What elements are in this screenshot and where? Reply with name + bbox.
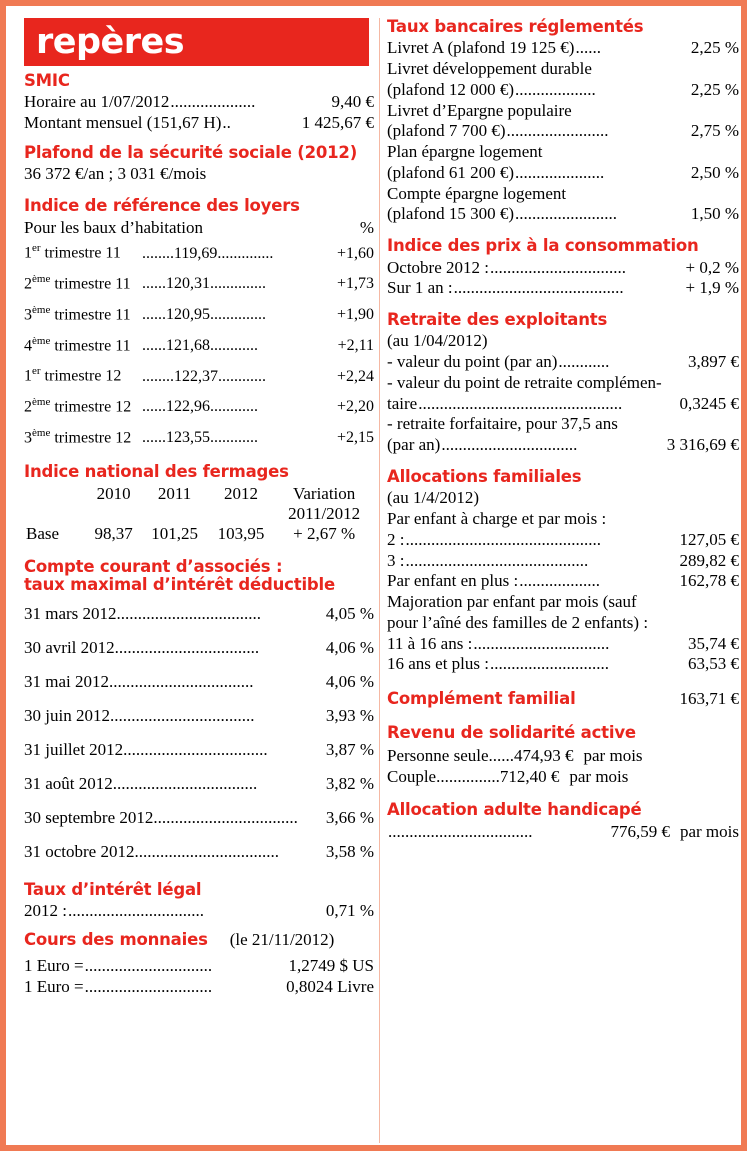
section-rsa <box>387 724 739 787</box>
rsa-label: Personne seule <box>387 745 489 765</box>
smic-horaire-value: 9,40 € <box>331 92 374 112</box>
dots: .............................. <box>84 977 213 997</box>
irl-row <box>24 269 374 300</box>
fermages-table <box>24 484 374 544</box>
allocations-label: Par enfant en plus : <box>387 571 519 591</box>
dots: ........................ <box>515 204 618 224</box>
dots: .............................................. <box>405 529 601 549</box>
cc-value: 3,82 % <box>325 773 374 793</box>
page-inner <box>12 12 747 1151</box>
irl-subtitle: Pour les baux d’habitation <box>24 217 203 237</box>
table-header-row <box>24 484 374 504</box>
fermages-col-blank <box>24 484 86 504</box>
allocations-value: 63,53 € <box>688 654 739 674</box>
dots: ...... <box>142 398 166 416</box>
dots: ...... <box>488 745 515 765</box>
fermages-subheader: 2011/2012 <box>288 503 361 523</box>
allocations-note-1: Majoration par enfant par mois (sauf <box>387 592 637 612</box>
rsa-value: 712,40 € <box>499 767 560 787</box>
irl-period: 3ème trimestre 11 <box>24 303 131 324</box>
prix-row-an <box>387 278 739 299</box>
table-subheader-row <box>24 504 374 524</box>
section-plafond-ss <box>24 144 374 185</box>
dots: .................... <box>170 92 256 112</box>
bancaires-label: Livret A (plafond 19 125 €) <box>387 38 575 58</box>
irl-period: 1er trimestre 12 <box>24 365 122 385</box>
compte-courant-row <box>24 767 374 801</box>
cc-value: 3,93 % <box>325 705 374 725</box>
smic-row-horaire <box>24 92 374 113</box>
retraite-label-cont: taire <box>387 393 418 413</box>
allocations-note-2: pour l’aîné des familles de 2 enfants) : <box>387 612 649 632</box>
compte-courant-row <box>24 631 374 665</box>
dots: ...... <box>142 275 166 293</box>
bancaires-label-ldd: Livret développement durable <box>387 59 592 79</box>
irl-variation: +1,73 <box>336 275 374 293</box>
dots: ................... <box>519 571 600 591</box>
rsa-suffix: par mois <box>583 745 643 765</box>
taux-legal-heading: Taux d’intérêt légal <box>24 879 202 899</box>
section-allocations <box>387 468 739 675</box>
retraite-row-complementaire <box>387 394 739 415</box>
bancaires-label-cel: Compte épargne logement <box>387 183 567 203</box>
dots: ............ <box>210 398 258 416</box>
monnaies-row-gbp <box>24 977 374 998</box>
dots: ............ <box>218 367 266 385</box>
cc-label: 30 septembre 2012 <box>24 807 154 827</box>
irl-index: 122,37 <box>174 367 218 385</box>
fermages-col-2012: 2012 <box>224 483 259 503</box>
dots: ................................ <box>441 435 578 455</box>
left-column <box>24 72 374 1005</box>
retraite-label-forfaitaire: - retraite forfaitaire, pour 37,5 ans <box>387 414 618 434</box>
dots: ............ <box>558 352 610 372</box>
fermages-heading: Indice national des fermages <box>24 462 289 482</box>
cc-value: 3,58 % <box>325 841 374 861</box>
cc-label: 30 avril 2012 <box>24 637 115 657</box>
aah-heading: Allocation adulte handicapé <box>387 800 642 820</box>
irl-subtitle-row <box>24 218 374 239</box>
aah-suffix: par mois <box>679 821 739 841</box>
dots: ...... <box>142 428 166 446</box>
compte-courant-row <box>24 801 374 835</box>
dots: ...... <box>142 336 166 354</box>
cc-value: 3,87 % <box>325 739 374 759</box>
allocations-value: 127,05 € <box>679 529 739 549</box>
rsa-suffix: par mois <box>569 767 629 787</box>
dots: ................................ <box>489 257 626 277</box>
bancaires-plafond: (plafond 15 300 €) <box>387 204 515 224</box>
retraite-label: - valeur du point (par an) <box>387 352 558 372</box>
retraite-row-forfaitaire <box>387 435 739 456</box>
allocations-value: 35,74 € <box>688 633 739 653</box>
compte-courant-row <box>24 665 374 699</box>
dots: .............. <box>217 244 274 262</box>
dots: .................................. <box>114 637 260 657</box>
irl-index: 122,96 <box>166 398 210 416</box>
bancaires-row-livret-a <box>387 38 739 59</box>
plafond-value: 36 372 €/an ; 3 031 €/mois <box>24 164 207 184</box>
irl-row <box>24 238 374 269</box>
irl-variation: +2,24 <box>336 367 374 385</box>
allocations-row-3 <box>387 551 739 572</box>
dots: .............................. <box>84 956 213 976</box>
fermages-col-2011: 2011 <box>157 483 192 503</box>
prix-label: Octobre 2012 : <box>387 257 489 277</box>
monnaies-label: 1 Euro = <box>24 956 84 976</box>
fermages-value-2010: 98,37 <box>94 523 133 543</box>
fermages-value-2011: 101,25 <box>151 523 198 543</box>
dots: .................................. <box>109 671 254 691</box>
cc-label: 31 juillet 2012 <box>24 739 124 759</box>
rsa-label: Couple <box>387 767 437 787</box>
irl-period: 1er trimestre 11 <box>24 242 121 262</box>
irl-unit: % <box>359 217 374 237</box>
bancaires-heading: Taux bancaires réglementés <box>387 17 644 36</box>
aah-row <box>387 822 739 843</box>
allocations-label: 16 ans et plus : <box>387 654 489 674</box>
allocations-row-2 <box>387 530 739 551</box>
table-row <box>24 524 374 544</box>
irl-index: 121,68 <box>166 336 210 354</box>
smic-horaire-label: Horaire au 1/07/2012 <box>24 92 170 112</box>
aah-value: 776,59 € <box>610 821 670 841</box>
irl-variation: +2,15 <box>336 428 374 446</box>
monnaies-row-usd <box>24 956 374 977</box>
retraite-value: 3,897 € <box>688 352 739 372</box>
compte-courant-heading-2: taux maximal d’intérêt déductible <box>24 575 335 595</box>
section-aah <box>387 801 739 842</box>
irl-index: 120,95 <box>166 306 210 324</box>
dots: .................................. <box>112 773 258 793</box>
retraite-heading: Retraite des exploitants <box>387 310 608 330</box>
section-compte-courant <box>24 558 374 869</box>
compte-courant-row <box>24 597 374 631</box>
dots: .................................. <box>153 807 298 827</box>
dots: ........................................ <box>453 278 624 298</box>
bancaires-row-cel <box>387 204 739 225</box>
section-fermages <box>24 463 374 543</box>
monnaies-value-gbp: 0,8024 Livre <box>286 977 374 997</box>
bancaires-plafond: (plafond 12 000 €) <box>387 79 515 99</box>
monnaies-label: 1 Euro = <box>24 977 84 997</box>
dots: ................... <box>515 79 596 99</box>
bancaires-value: 2,25 % <box>690 38 739 58</box>
irl-rows <box>24 238 374 453</box>
cc-label: 31 mars 2012 <box>24 603 117 623</box>
monnaies-date: (le 21/11/2012) <box>229 929 335 949</box>
fermages-value-variation: + 2,67 % <box>293 523 356 543</box>
section-prix-consommation <box>387 237 739 299</box>
bancaires-plafond: (plafond 7 700 €) <box>387 121 506 141</box>
irl-variation: +2,20 <box>336 398 374 416</box>
cc-value: 4,05 % <box>325 603 374 623</box>
fermages-row-label: Base <box>26 523 60 543</box>
section-monnaies <box>24 930 374 998</box>
dots: .................................. <box>388 821 533 841</box>
dots: ............................ <box>490 654 609 674</box>
dots: ........ <box>142 367 174 385</box>
right-column <box>387 18 739 850</box>
rsa-row-seule <box>387 745 739 766</box>
allocations-label: 11 à 16 ans : <box>387 633 473 653</box>
monnaies-value-usd: 1,2749 $ US <box>288 956 374 976</box>
section-irl <box>24 197 374 453</box>
irl-row <box>24 361 374 392</box>
allocations-value: 289,82 € <box>679 550 739 570</box>
section-complement-familial <box>387 689 739 710</box>
bancaires-label-lep: Livret d’Epargne populaire <box>387 100 572 120</box>
dots: .............. <box>210 275 266 293</box>
dots: ..................... <box>515 162 605 182</box>
cc-value: 4,06 % <box>325 637 374 657</box>
fermages-value-2012: 103,95 <box>217 523 265 543</box>
taux-legal-row <box>24 901 374 922</box>
bancaires-value: 1,50 % <box>690 204 739 224</box>
dots: .................................. <box>116 603 262 623</box>
retraite-row-point <box>387 352 739 373</box>
dots: ............ <box>210 428 258 446</box>
section-retraite <box>387 311 739 456</box>
dots: ................................................ <box>418 393 623 413</box>
dots: ...... <box>575 38 601 58</box>
bancaires-row-lep <box>387 121 739 142</box>
bancaires-row-ldd <box>387 80 739 101</box>
page-title: repères <box>36 22 185 62</box>
compte-courant-rows <box>24 597 374 869</box>
dots: ............ <box>210 336 258 354</box>
retraite-label-complementaire: - valeur du point de retraite complémen- <box>387 372 662 392</box>
compte-courant-row <box>24 699 374 733</box>
cc-label: 31 octobre 2012 <box>24 841 135 861</box>
irl-row <box>24 423 374 454</box>
compte-courant-row <box>24 835 374 869</box>
prix-label: Sur 1 an : <box>387 278 453 298</box>
dots: ........................................... <box>405 550 589 570</box>
dots: .................................. <box>109 705 255 725</box>
cc-label: 31 mai 2012 <box>24 671 109 691</box>
allocations-label: 2 : <box>387 529 405 549</box>
irl-period: 2ème trimestre 12 <box>24 395 132 416</box>
irl-period: 2ème trimestre 11 <box>24 273 131 293</box>
taux-legal-label: 2012 : <box>24 901 67 921</box>
section-smic <box>24 72 374 134</box>
compte-courant-heading-1: Compte courant d’associés : <box>24 556 283 576</box>
irl-index: 123,55 <box>166 428 210 446</box>
prix-row-mois <box>387 258 739 279</box>
complement-value: 163,71 € <box>679 688 739 708</box>
prix-value: + 1,9 % <box>685 278 739 298</box>
irl-row <box>24 392 374 423</box>
smic-mensuel-label: Montant mensuel (151,67 H) <box>24 113 222 133</box>
dots: ................................ <box>473 633 610 653</box>
allocations-label: 3 : <box>387 550 405 570</box>
prix-heading: Indice des prix à la consommation <box>387 236 699 256</box>
dots: .................................. <box>134 841 279 861</box>
cc-label: 31 août 2012 <box>24 773 113 793</box>
irl-heading: Indice de référence des loyers <box>24 196 300 216</box>
column-divider <box>379 18 380 1143</box>
compte-courant-row <box>24 733 374 767</box>
irl-period: 4ème trimestre 11 <box>24 334 131 354</box>
dots: ........................ <box>506 121 609 141</box>
retraite-date: (au 1/04/2012) <box>387 331 488 351</box>
fermages-col-2010: 2010 <box>96 483 131 503</box>
section-taux-bancaires <box>387 18 739 225</box>
fermages-col-variation: Variation <box>292 483 356 503</box>
dots: .............. <box>210 306 266 324</box>
rsa-row-couple <box>387 766 739 787</box>
bancaires-label-pel: Plan épargne logement <box>387 142 543 162</box>
irl-variation: +1,90 <box>336 306 374 324</box>
allocations-row-11-16 <box>387 634 739 655</box>
smic-mensuel-value: 1 425,67 € <box>301 113 374 133</box>
bancaires-row-pel <box>387 163 739 184</box>
allocations-heading: Allocations familiales <box>387 466 582 486</box>
dots: ................................ <box>67 901 204 921</box>
rsa-heading: Revenu de solidarité active <box>387 723 636 743</box>
allocations-row-plus <box>387 571 739 592</box>
irl-row <box>24 300 374 331</box>
cc-value: 4,06 % <box>325 671 374 691</box>
cc-label: 30 juin 2012 <box>24 705 110 725</box>
plafond-heading: Plafond de la sécurité sociale (2012) <box>24 142 358 162</box>
irl-row <box>24 331 374 362</box>
allocations-intro: Par enfant à charge et par mois : <box>387 509 607 529</box>
allocations-row-16-plus <box>387 654 739 675</box>
retraite-value: 0,3245 € <box>679 393 739 413</box>
irl-index: 119,69 <box>174 244 218 262</box>
page-title-banner <box>24 18 369 66</box>
allocations-date: (au 1/4/2012) <box>387 488 480 508</box>
smic-row-mensuel <box>24 113 374 134</box>
retraite-label-cont: (par an) <box>387 435 441 455</box>
monnaies-heading-row <box>24 930 374 951</box>
irl-variation: +1,60 <box>336 244 374 262</box>
irl-index: 120,31 <box>166 275 210 293</box>
taux-legal-value: 0,71 % <box>325 901 374 921</box>
allocations-value: 162,78 € <box>679 571 739 591</box>
monnaies-heading: Cours des monnaies <box>24 929 208 949</box>
dots: .. <box>222 113 231 133</box>
retraite-value: 3 316,69 € <box>666 435 739 455</box>
cc-value: 3,66 % <box>325 807 374 827</box>
dots: ............... <box>436 767 500 787</box>
smic-heading: SMIC <box>24 71 70 90</box>
dots: ...... <box>142 306 166 324</box>
bancaires-plafond: (plafond 61 200 €) <box>387 162 515 182</box>
rsa-value: 474,93 € <box>514 745 574 765</box>
section-taux-legal <box>24 881 374 922</box>
bancaires-value: 2,25 % <box>690 79 739 99</box>
irl-variation: +2,11 <box>337 336 374 354</box>
bancaires-value: 2,50 % <box>690 162 739 182</box>
bancaires-value: 2,75 % <box>690 121 739 141</box>
dots: .................................. <box>123 739 268 759</box>
prix-value: + 0,2 % <box>685 257 739 277</box>
irl-period: 3ème trimestre 12 <box>24 426 132 446</box>
dots: ........ <box>142 244 174 262</box>
complement-heading: Complément familial <box>387 688 576 708</box>
